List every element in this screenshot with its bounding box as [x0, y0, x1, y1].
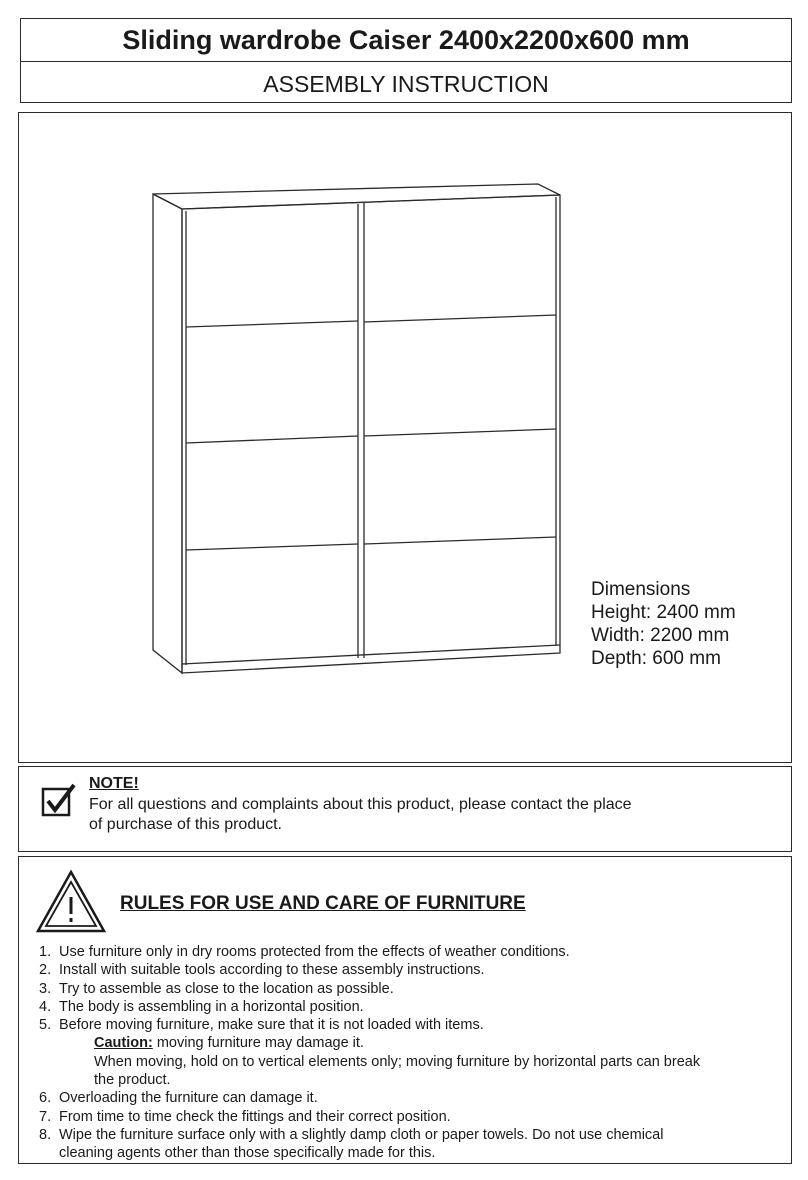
dimension-height: Height: 2400 mm: [591, 602, 736, 623]
item-text: Wipe the furniture surface only with a slightly damp cloth or paper towels. Do not use chemical: [59, 1126, 664, 1143]
item-number: 8.: [39, 1126, 52, 1143]
title-box: [20, 18, 792, 62]
caution-text: moving furniture may damage it.: [152, 1035, 364, 1052]
list-item-continuation: cleaning agents other than those specifically made for this.: [59, 1145, 436, 1162]
dimensions-block: [591, 578, 736, 670]
wardrobe-plinth-line: [182, 645, 560, 664]
dimension-depth: Depth: 600 mm: [591, 648, 721, 669]
right-door-panel-line: [364, 315, 556, 322]
list-item: [39, 980, 779, 998]
note-line: For all questions and complaints about this product, please contact the place: [89, 796, 632, 813]
item-text: The body is assembling in a horizontal position.: [59, 998, 364, 1015]
list-item: [39, 961, 779, 979]
wardrobe-top-panel: [153, 184, 560, 209]
list-item: [39, 998, 779, 1016]
caution-line: When moving, hold on to vertical elements only; moving furniture by horizontal parts can break: [94, 1053, 701, 1070]
note-line: of purchase of this product.: [89, 816, 282, 833]
item-number: 2.: [39, 962, 52, 979]
list-item: [39, 1126, 779, 1144]
item-text: Overloading the furniture can damage it.: [59, 1090, 318, 1107]
list-item: [39, 1108, 779, 1126]
item-number: 1.: [39, 944, 52, 960]
rules-panel: [18, 856, 792, 1164]
left-door-panel-line: [186, 544, 358, 550]
document-subtitle: ASSEMBLY INSTRUCTION: [263, 71, 549, 97]
item-number: 5.: [39, 1017, 52, 1034]
drawing-panel: [18, 112, 792, 763]
right-door-panel-line: [364, 537, 556, 544]
subtitle-box: [20, 61, 792, 103]
item-text: Before moving furniture, make sure that it is not loaded with items.: [59, 1017, 484, 1034]
left-door-panel-line: [186, 321, 358, 327]
item-text: From time to time check the fittings and their correct position.: [59, 1108, 451, 1125]
note-text: [89, 795, 729, 835]
wardrobe-side-panel: [153, 194, 182, 673]
note-panel: [18, 766, 792, 852]
item-number: 4.: [39, 998, 52, 1015]
left-door-panel-line: [186, 436, 358, 443]
right-door-panel-line: [364, 429, 556, 436]
caution-line: the product.: [94, 1072, 171, 1089]
list-item: [39, 1016, 779, 1034]
caution-line: [39, 1034, 779, 1052]
item-number: 7.: [39, 1108, 52, 1125]
list-item: [39, 1089, 779, 1107]
dimension-width: Width: 2200 mm: [591, 625, 730, 646]
list-item: [39, 943, 779, 961]
document-title: Sliding wardrobe Caiser 2400x2200x600 mm: [122, 25, 690, 55]
item-text: Install with suitable tools according to these assembly instructions.: [59, 962, 485, 979]
dimensions-heading: Dimensions: [591, 579, 691, 600]
item-text: Use furniture only in dry rooms protected from the effects of weather conditions.: [59, 944, 570, 960]
rules-title: RULES FOR USE AND CARE OF FURNITURE: [120, 893, 526, 914]
rules-list: [39, 943, 779, 1163]
checkbox-check-icon: [41, 783, 77, 819]
note-heading: NOTE!: [89, 775, 139, 792]
item-text: Try to assemble as close to the location as possible.: [59, 980, 394, 997]
item-number: 3.: [39, 980, 52, 997]
item-number: 6.: [39, 1090, 52, 1107]
warning-triangle-icon: [35, 869, 107, 935]
wardrobe-front-frame: [182, 195, 560, 673]
caution-heading: Caution:: [94, 1035, 153, 1052]
